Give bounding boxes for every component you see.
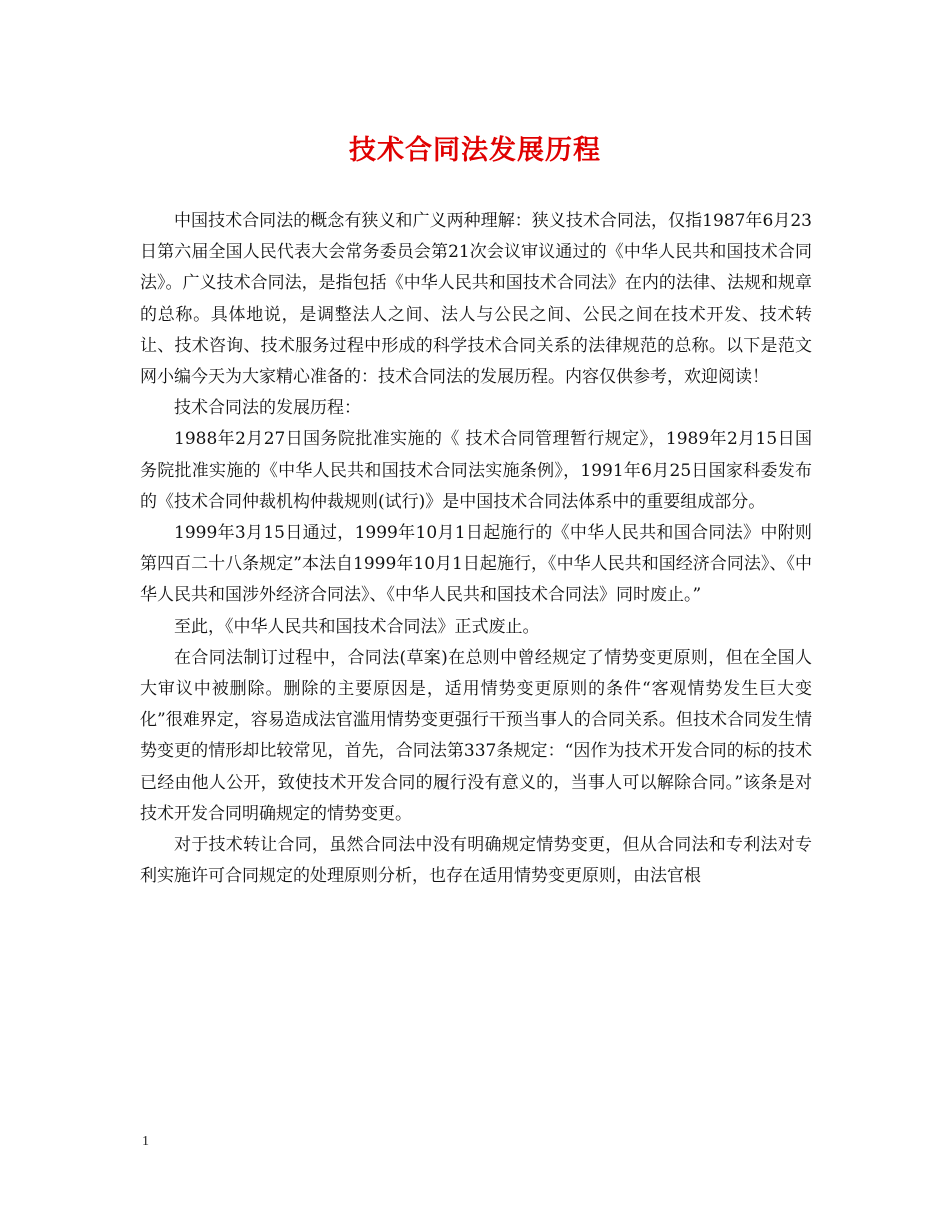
paragraph: 中国技术合同法的概念有狭义和广义两种理解：狭义技术合同法，仅指1987年6月23日第六届全国人民代表大会常务委员会第21次会议审议通过的《中华人民共和国技术合同法》。广义技术合同法，是指包括《中华人民共和国技术合同法》在内的法律、法规和规章的总称。具体地说，是调整法人之间、法人与公民之间、公民之间在技术开发、技术转让、技术咨询、技术服务过程中形成的科学技术合同关系的法律规范的总称。以下是范文网小编今天为大家精心准备的：技术合同法的发展历程。内容仅供参考，欢迎阅读！ [140, 211, 812, 388]
paragraph: 在合同法制订过程中，合同法(草案)在总则中曾经规定了情势变更原则，但在全国人大审议中被删除。删除的主要原因是，适用情势变更原则的条件“客观情势发生巨大变化”很难界定，容易造成法官滥用情势变更强行干预当事人的合同关系。但技术合同发生情势变更的情形却比较常见，首先，合同法第337条规定：“因作为技术开发合同的标的技术已经由他人公开，致使技术开发合同的履行没有意义的，当事人可以解除合同。”该条是对技术开发合同明确规定的情势变更。 [140, 647, 812, 824]
paragraph: 至此，《中华人民共和国技术合同法》正式废止。 [174, 616, 540, 637]
paragraph: 1988年2月27日国务院批准实施的《 技术合同管理暂行规定》，1989年2月15日国务院批准实施的《中华人民共和国技术合同法实施条例》，1991年6月25日国家科委发布的《技术合同仲裁机构仲裁规则(试行)》是中国技术合同法体系中的重要组成部分。 [140, 429, 812, 512]
document-title: 技术合同法发展历程 [349, 135, 601, 166]
page-number: 1 [142, 1134, 149, 1149]
document-body [140, 206, 812, 892]
paragraph: 对于技术转让合同，虽然合同法中没有明确规定情势变更，但从合同法和专利法对专利实施许可合同规定的处理原则分析，也存在适用情势变更原则，由法官根 [140, 835, 812, 887]
paragraph: 1999年3月15日通过，1999年10月1日起施行的《中华人民共和国合同法》中附则第四百二十八条规定”本法自1999年10月1日起施行，《中华人民共和国经济合同法》、《中华人民共和国涉外经济合同法》、《中华人民共和国技术合同法》同时废止。” [140, 523, 812, 606]
paragraph: 技术合同法的发展历程： [174, 398, 361, 419]
